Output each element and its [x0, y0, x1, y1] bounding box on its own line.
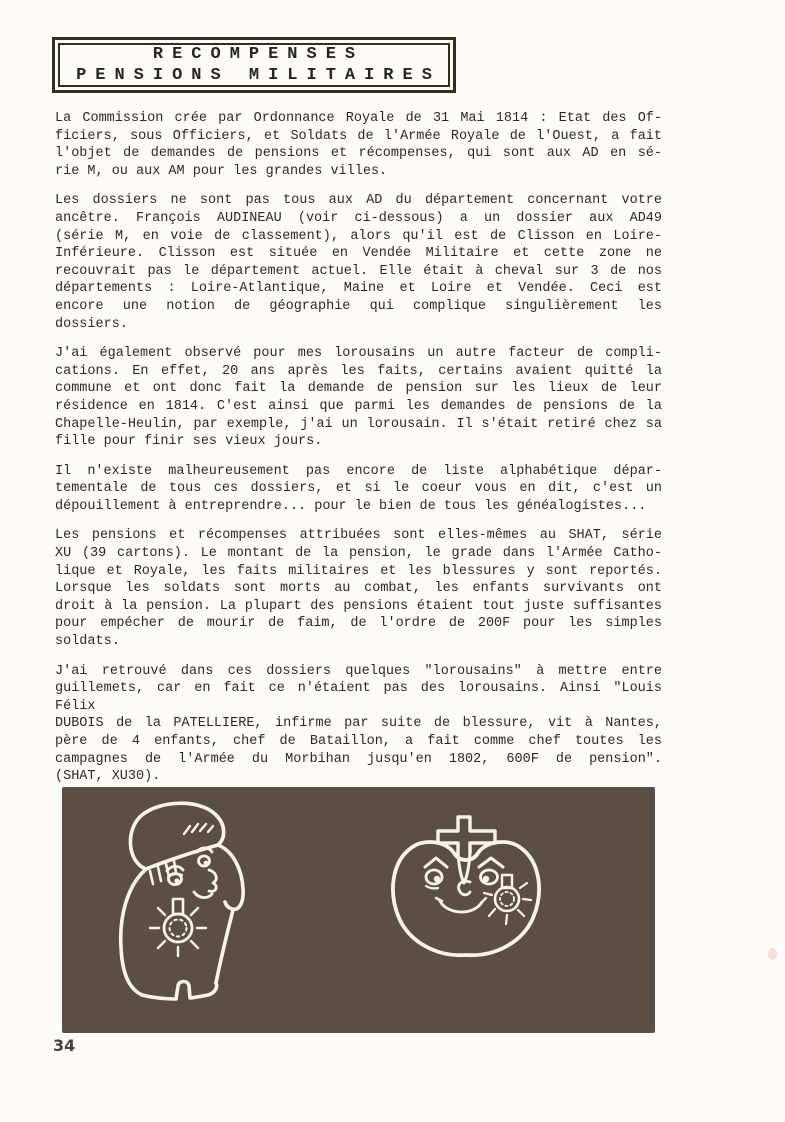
illustration-sacred-heart-cartoons [62, 787, 655, 1033]
sacred-heart-cross-drawing [393, 817, 539, 955]
paragraph-lorousains-complications: J'ai également observé pour mes lorousains un autre facteur de compli- cations. En effet, 20 ans après les faits, certains avaient quitté la commune et ont donc fait la demande de pension sur les lieux de leur résidence en 1814. C'est ainsi que parmi les demandes de pensions de la Chapelle-Heulin, par exemple, j'ai un lorousain. Il s'était retiré chez sa fille pour finir ses vieux jours. [55, 346, 662, 450]
title-box-inner-border [58, 43, 450, 87]
scan-artifact-speck [768, 948, 777, 960]
paragraph-dubois-patelliere: J'ai retrouvé dans ces dossiers quelques "lorousains" à mettre entre guillemets, car en fait ce n'étaient pas des lorousains. Ainsi "Louis Félix DUBOIS de la PATELLIERE, infirme par suite de blessure, vit à Nantes, père de 4 enfants, chef de Bataillon, a fait comme chef toutes les campagnes de l'Armée du Morbihan jusqu'en 1802, 600F de pension". (SHAT, XU30). [55, 663, 662, 785]
paragraph-commission: La Commission crée par Ordonnance Royale de 31 Mai 1814 : Etat des Of- ficiers, sous Officiers, et Soldats de l'Armée Royale de l'Ouest, a fait l'objet de demandes de pensions et récompenses, qui sont aux AD en sé- rie M, ou aux AM pour les grandes villes. [55, 111, 662, 179]
body-text [55, 110, 662, 798]
paragraph-liste-alphabetique: Il n'existe malheureusement pas encore de liste alphabétique dépar- tementale de tous ces dossiers, et si le coeur vous en dit, c'est un dépouillement à entreprendre... pour le bien de tous les généalogistes... [55, 463, 662, 514]
title-line-1: RECOMPENSES [152, 45, 365, 64]
chouan-figure-drawing [121, 803, 243, 999]
paragraph-dossiers-ad: Les dossiers ne sont pas tous aux AD du département concernant votre ancêtre. François AUDINEAU (voir ci-dessous) a un dossier aux AD49 (série M, en voie de classement), alors qu'il est de Clisson en Loire- Inférieure. Clisson est située en Vendée Militaire et cette zone ne recouvrait pas le département actuel. Elle était à cheval sur 3 de nos départements : Loire-Atlantique, Maine et Loire et Vendée. Ceci est encore une notion de géographie qui complique singulièrement les dossiers. [55, 193, 662, 332]
title-box [52, 37, 456, 93]
page-number: 34 [53, 1036, 76, 1055]
paragraph-shat-pensions: Les pensions et récompenses attribuées sont elles-mêmes au SHAT, série XU (39 cartons). Le montant de la pension, le grade dans l'Armée Catho- lique et Royale, les faits militaires et les blessures y sont reportés. Lorsque les soldats sont morts au combat, les enfants survivants ont droit à la pension. La plupart des pensions étaient tout juste suffisantes pour empécher de mourir de faim, de l'ordre de 200F pour les simples soldats. [55, 528, 662, 650]
title-line-2: PENSIONS MILITAIRES [76, 66, 441, 85]
